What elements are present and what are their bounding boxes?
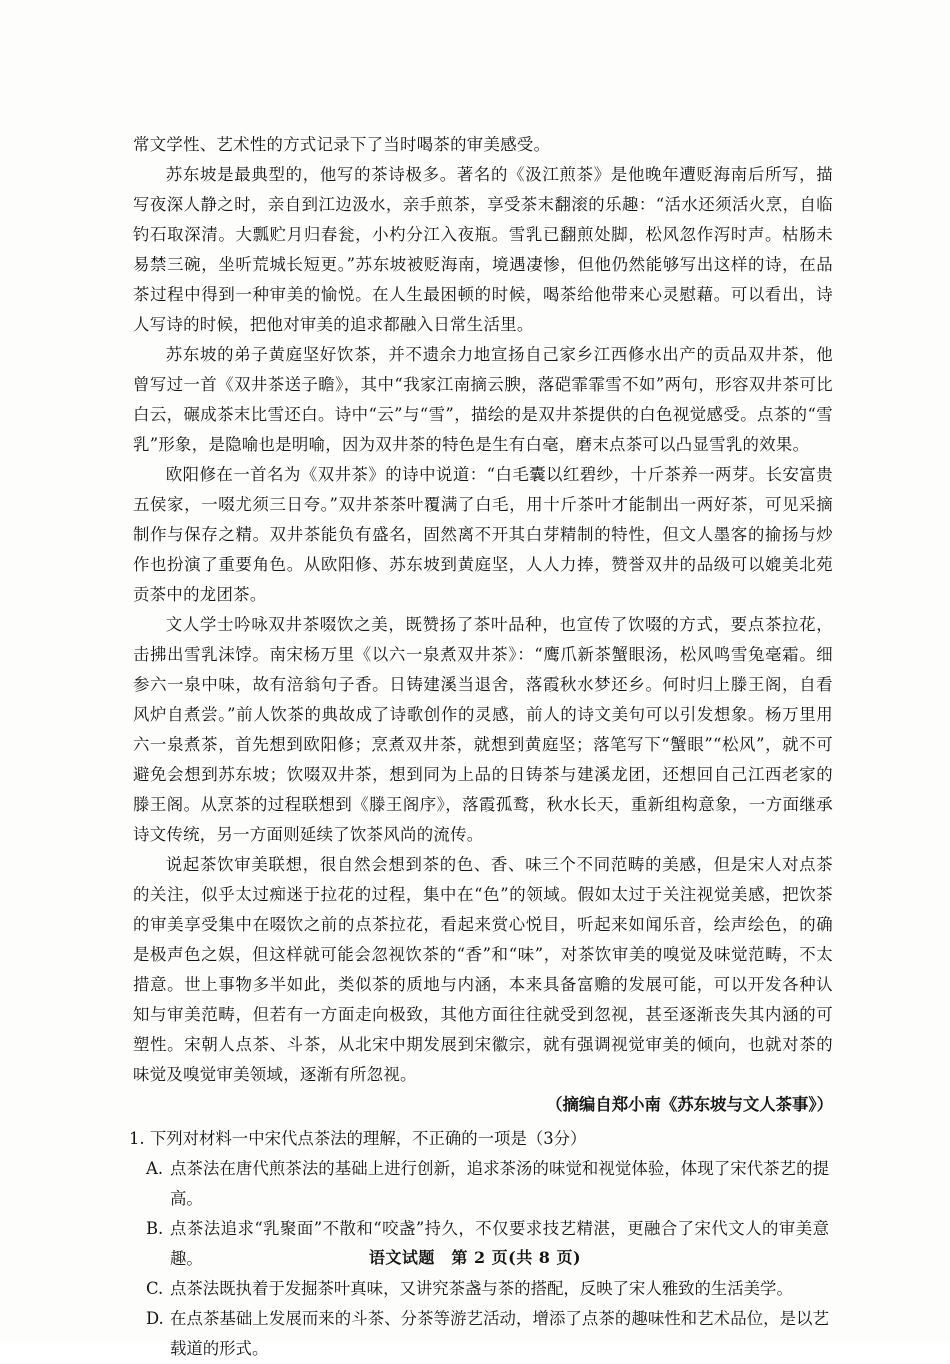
article-paragraph-huang-tingjian: 苏东坡的弟子黄庭坚好饮茶，并不遗余力地宣扬自己家乡江西修水出产的贡品双井茶，他曾写过一首《双井茶送子瞻》，其中“我家江南摘云腴，落硙霏霏雪不如”两句，形容双井茶可比白云，碾成茶末比雪还白。诗中“云”与“雪”，描绘的是双井茶提供的白色视觉感受。点茶的“雪乳”形象，是隐喻也是明喻，因为双井茶的特色是生有白毫，磨末点茶可以凸显雪乳的效果。 <box>133 345 833 454</box>
option-text: 在点茶基础上发展而来的斗茶、分茶等游艺活动，增添了点茶的趣味性和艺术品位，是以艺载道的形式。 <box>170 1309 829 1358</box>
article-content <box>129 130 833 1364</box>
option-a <box>129 1154 829 1214</box>
page-footer: 语文试题 第 2 页(共 8 页) <box>368 1248 582 1267</box>
option-text: 点茶法追求“乳聚面”不散和“咬盏”持久，不仅要求技艺精湛，更融合了宋代文人的审美意趣。 <box>170 1219 829 1268</box>
option-letter: D. <box>146 1309 164 1328</box>
article-source: （摘编自郑小南《苏东坡与文人茶事》） <box>546 1095 833 1114</box>
option-letter: B. <box>146 1219 164 1238</box>
question-1 <box>129 1124 829 1364</box>
option-c <box>129 1274 829 1304</box>
article-paragraph-ouyang-xiu: 欧阳修在一首名为《双井茶》的诗中说道：“白毛囊以红碧纱，十斤茶养一两芽。长安富贵五侯家，一啜尤须三日夸。”双井茶茶叶覆满了白毛，用十斤茶叶才能制出一两好茶，可见采摘制作与保存之精。双井茶能负有盛名，固然离不开其白芽精制的特性，但文人墨客的揄扬与炒作也扮演了重要角色。从欧阳修、苏东坡到黄庭坚，人人力捧，赞誉双井的品级可以媲美北苑贡茶中的龙团茶。 <box>133 465 833 604</box>
article-paragraph-yang-wanli: 文人学士吟咏双井茶啜饮之美，既赞扬了茶叶品种，也宣传了饮啜的方式，要点茶拉花，击拂出雪乳沫饽。南宋杨万里《以六一泉煮双井茶》：“鹰爪新茶蟹眼汤，松风鸣雪兔毫霜。细参六一泉中味，故有涪翁句子香。日铸建溪当退舍，落霞秋水梦还乡。何时归上滕王阁，自看风炉自煮尝。”前人饮茶的典故成了诗歌创作的灵感，前人的诗文美句可以引发想象。杨万里用六一泉煮茶，首先想到欧阳修；烹煮双井茶，就想到黄庭坚；落笔写下“蟹眼”“松风”，就不可避免会想到苏东坡；饮啜双井茶，想到同为上品的日铸茶与建溪龙团，还想回自己江西老家的滕王阁。从烹茶的过程联想到《滕王阁序》，落霞孤鹜，秋水长天，重新组构意象，一方面继承诗文传统，另一方面则延续了饮茶风尚的流传。 <box>133 615 833 844</box>
article-paragraph-continuation: 常文学性、艺术性的方式记录下了当时喝茶的审美感受。 <box>133 135 551 154</box>
article-paragraph-aesthetics: 说起茶饮审美联想，很自然会想到茶的色、香、味三个不同范畴的美感，但是宋人对点茶的关注，似乎太过痴迷于拉花的过程，集中在“色”的领域。假如太过于关注视觉美感，把饮茶的审美享受集中在啜饮之前的点茶拉花，看起来赏心悦目，听起来如闻乐音，绘声绘色，的确是极声色之娱，但这样就可能会忽视饮茶的“香”和“味”，对茶饮审美的嗅觉及味觉范畴，不太措意。世上事物多半如此，类似茶的质地与内涵，本来具备富赡的发展可能，可以开发各种认知与审美范畴，但若有一方面走向极致，其他方面往往就受到忽视，甚至逐渐丧失其内涵的可塑性。宋朝人点茶、斗茶，从北宋中期发展到宋徽宗，就有强调视觉审美的倾向，也就对茶的味觉及嗅觉审美领域，逐渐有所忽视。 <box>133 855 833 1084</box>
option-text: 点茶法既执着于发掘茶叶真味，又讲究茶盏与茶的搭配，反映了宋人雅致的生活美学。 <box>170 1279 793 1298</box>
option-d <box>129 1304 829 1364</box>
option-letter: A. <box>146 1159 164 1178</box>
article-paragraph-su-dongpo: 苏东坡是最典型的，他写的茶诗极多。著名的《汲江煎茶》是他晚年遭贬海南后所写，描写夜深人静之时，亲自到江边汲水，亲手煎茶，享受茶末翻滚的乐趣：“活水还须活火烹，自临钓石取深清。大瓢贮月归春瓮，小杓分江入夜瓶。雪乳已翻煎处脚，松风忽作泻时声。枯肠未易禁三碗，坐听荒城长短更。”苏东坡被贬海南，境遇凄惨，但他仍然能够写出这样的诗，在品茶过程中得到一种审美的愉悦。在人生最困顿的时候，喝茶给他带来心灵慰藉。可以看出，诗人写诗的时候，把他对审美的追求都融入日常生活里。 <box>133 165 833 334</box>
option-letter: C. <box>146 1279 164 1298</box>
question-stem: 1. 下列对材料一中宋代点茶法的理解，不正确的一项是（3分） <box>129 1129 587 1148</box>
option-text: 点茶法在唐代煎茶法的基础上进行创新，追求茶汤的味觉和视觉体验，体现了宋代茶艺的提高。 <box>170 1159 829 1208</box>
